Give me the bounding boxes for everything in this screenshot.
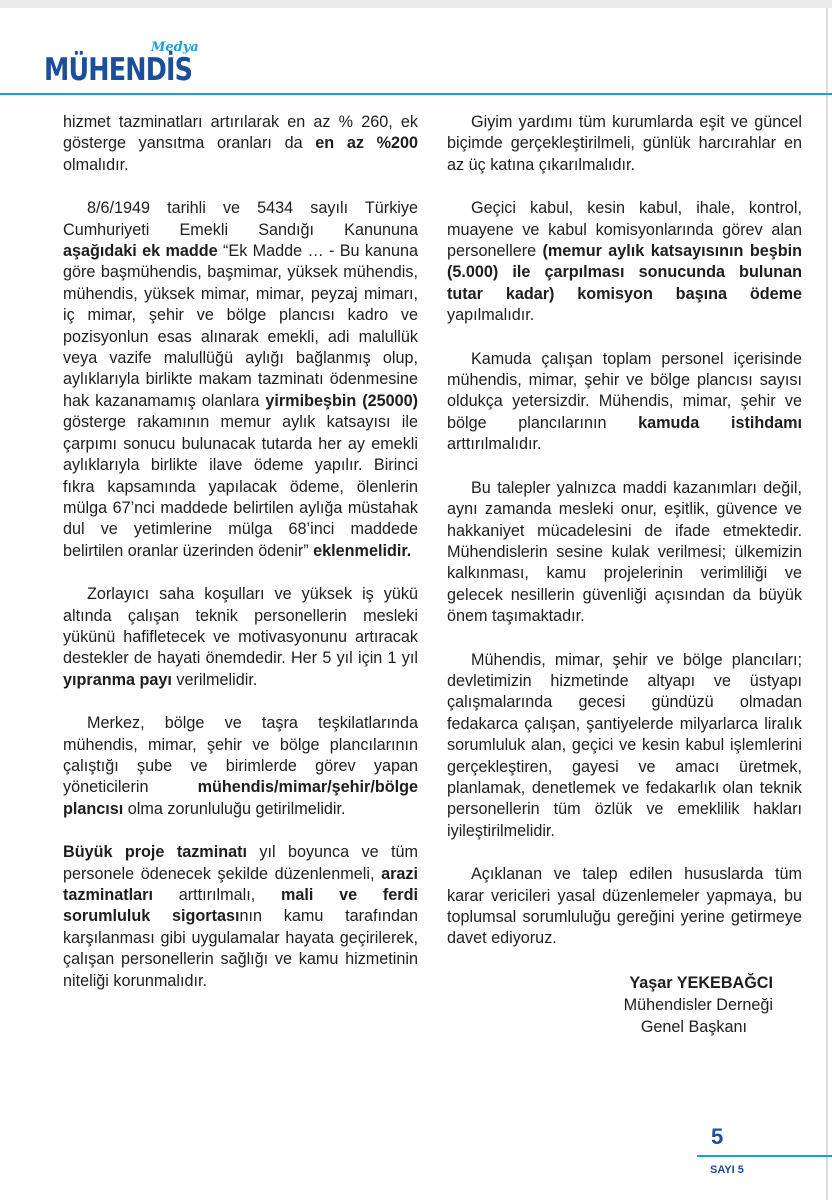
left-column <box>63 112 418 1014</box>
paragraph: hizmet tazminatları artırılarak en az % 260, ek gösterge yansıtma oranları da en az %200 olmalıdır. <box>63 113 418 174</box>
paragraph: Zorlayıcı saha koşulları ve yüksek iş yükü altında çalışan teknik personellerin mesleki yükünü hafifletecek ve motivasyonunu artıracak destekler de hayati önemdedir. Her 5 yıl için 1 yıl yıpranma payı verilmelidir. <box>63 585 418 689</box>
signatory-title: Genel Başkanı <box>640 1017 747 1036</box>
paragraph: Merkez, bölge ve taşra teşkilatlarında mühendis, mimar, şehir ve bölge plancılarının çalıştığı şube ve birimlerde görev yapan yöneticilerin mühendis/mimar/şehir/bölge plancısı olma zorunluluğu getirilmelidir. <box>63 714 418 818</box>
right-column <box>447 112 802 1038</box>
page-number: 5 <box>711 1124 724 1149</box>
paragraph: Büyük proje tazminatı yıl boyunca ve tüm personele ödenecek şekilde düzenlenmeli, arazi tazminatları arttırılmalı, mali ve ferdi sorumluluk sigortasının kamu tarafından karşılanması gibi uygulamalar hayata geçirilerek, çalışan personellerin sağlığı ve kamu hizmetinin niteliği korunmalıdır. <box>63 843 418 990</box>
top-band <box>0 0 832 8</box>
header-divider <box>0 93 832 95</box>
signatory-organization: Mühendisler Derneği <box>623 995 773 1014</box>
paragraph: Kamuda çalışan toplam personel içerisinde mühendis, mimar, şehir ve bölge plancısı sayısı oldukça yetersizdir. Mühendis, mimar, şehir ve bölge plancılarının kamuda istihdamı arttırılmalıdır. <box>447 349 802 454</box>
page-footer <box>697 1124 832 1184</box>
paragraph: Mühendis, mimar, şehir ve bölge plancıları; devletimizin hizmetinde altyapı ve üstyapı çalışmalarında gecesi gündüzü olmadan fedakarca çalışan, şantiyelerde milyarlarca liralık sorumluluk alan, geçici ve kesin kabul işlemlerini gerçekleştiren, gayesi ve amacı üretmek, planlamak, denetlemek ve fedakarlık olan teknik personellerin tüm özlük ve emeklilik hakları iyileştirilmelidir. <box>447 650 802 840</box>
right-edge-line <box>826 8 828 1200</box>
issue-number: SAYI 5 <box>710 1164 744 1176</box>
paragraph: 8/6/1949 tarihli ve 5434 sayılı Türkiye Cumhuriyeti Emekli Sandığı Kanununa aşağıdaki ek madde “Ek Madde … - Bu kanuna göre başmühendis, başmimar, yüksek mühendis, mühendis, yüksek mimar, mimar, peyzaj mimarı, iç mimar, şehir ve bölge plancısı kadro ve pozisyonlun esas alınarak emekli, adi malullük veya vazife malullüğü aylığı bağlanmış olup, aylıklarıyla birlikte makam tazminatı ödenmesine hak kazanamamış olanlara yirmibeşbin (25000) gösterge rakamının memur aylık katsayısı ile çarpımı sonucu bulunacak tutarda her ay emekli aylıklarıyla birlikte ilave ödeme yapılır. Birinci fıkra kapsamında yapılacak ödeme, ölenlerin mülga 67’nci maddede belirtilen aylığa müstahak dul ve yetimlerine mülga 68’inci maddede belirtilen oranlar üzerinden ödenir” eklenmelidir. <box>63 199 418 560</box>
signature-block <box>447 972 802 1038</box>
logo-title: MÜHENDİS <box>44 52 193 88</box>
paragraph: Geçici kabul, kesin kabul, ihale, kontrol, muayene ve kabul komisyonlarında görev alan personellere (memur aylık katsayısının beşbin (5.000) ile çarpılması sonucunda bulunan tutar kadar) komisyon başına ödeme yapılmalıdır. <box>447 199 802 325</box>
footer-divider <box>697 1155 832 1157</box>
magazine-logo <box>44 38 204 90</box>
paragraph: Giyim yardımı tüm kurumlarda eşit ve güncel biçimde gerçekleştirilmeli, günlük harcırahlar en az üç katına çıkarılmalıdır. <box>447 113 802 174</box>
paragraph: Bu talepler yalnızca maddi kazanımları değil, aynı zamanda mesleki onur, eşitlik, güvence ve hakkaniyet mücadelesini de ifade etmektedir. Mühendislerin sesine kulak verilmesi; ülkemizin kalkınması, kamu projelerinin verimliliği ve gelecek nesillerin güvenliği açısından da büyük önem taşımaktadır. <box>447 478 802 626</box>
logo-subtitle: Medya <box>151 40 199 55</box>
paragraph: Açıklanan ve talep edilen hususlarda tüm karar vericileri yasal düzenlemeler yapmaya, bu toplumsal sorumluluğu gereğini yerine getirmeye davet ediyoruz. <box>447 865 802 948</box>
signatory-name: Yaşar YEKEBAĞCI <box>629 973 773 992</box>
